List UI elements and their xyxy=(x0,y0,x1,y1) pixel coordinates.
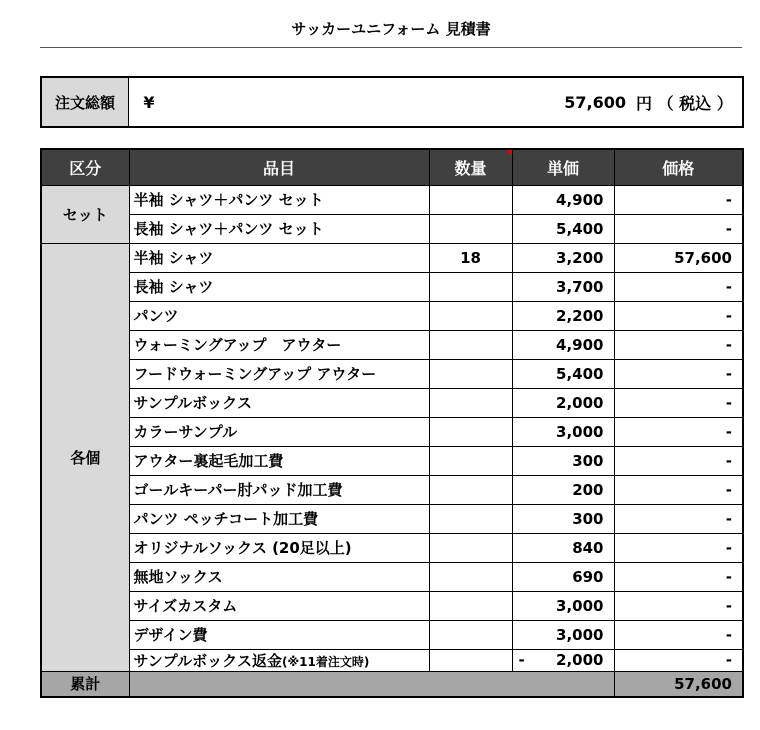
amount-cell: - xyxy=(614,214,743,243)
table-row xyxy=(41,243,743,272)
item-cell: フードウォーミングアップ アウター xyxy=(129,359,429,388)
quantity-cell[interactable] xyxy=(429,185,512,214)
quantity-cell[interactable] xyxy=(429,272,512,301)
amount-cell: - xyxy=(614,446,743,475)
amount-cell: - xyxy=(614,475,743,504)
item-cell: 無地ソックス xyxy=(129,562,429,591)
item-cell: 半袖 シャツ xyxy=(129,243,429,272)
table-row xyxy=(41,591,743,620)
table-row xyxy=(41,330,743,359)
table-row xyxy=(41,214,743,243)
unit-price-cell: 2,000 xyxy=(512,388,614,417)
header-item: 品目 xyxy=(129,149,429,185)
quantity-cell[interactable] xyxy=(429,330,512,359)
item-cell: ウォーミングアップ アウター xyxy=(129,330,429,359)
table-row xyxy=(41,620,743,649)
negative-sign: - xyxy=(518,651,525,669)
estimate-table xyxy=(40,148,744,698)
amount-cell: - xyxy=(614,359,743,388)
unit-price-cell: 3,000 xyxy=(512,591,614,620)
amount-cell: - xyxy=(614,504,743,533)
unit-price-cell: 5,400 xyxy=(512,214,614,243)
item-cell-refund xyxy=(129,649,429,671)
sum-label: 累計 xyxy=(41,671,129,697)
table-row xyxy=(41,562,743,591)
amount-cell: - xyxy=(614,185,743,214)
comment-indicator-icon xyxy=(506,150,512,156)
order-total-unit: 円 （ 税込 ） xyxy=(636,93,733,113)
document-title: サッカーユニフォーム 見積書 xyxy=(291,20,491,38)
quantity-cell[interactable] xyxy=(429,417,512,446)
quantity-cell[interactable] xyxy=(429,301,512,330)
table-row xyxy=(41,649,743,671)
unit-price-cell-refund xyxy=(512,649,614,671)
quantity-cell[interactable] xyxy=(429,620,512,649)
amount-cell: - xyxy=(614,533,743,562)
refund-item-label: サンプルボックス返金 xyxy=(133,651,283,670)
table-row xyxy=(41,272,743,301)
amount-cell: - xyxy=(614,417,743,446)
unit-price-cell: 3,000 xyxy=(512,417,614,446)
unit-price-cell: 3,200 xyxy=(512,243,614,272)
amount-cell: - xyxy=(614,330,743,359)
item-cell: サンプルボックス xyxy=(129,388,429,417)
refund-price: 2,000 xyxy=(556,651,604,669)
amount-cell: - xyxy=(614,620,743,649)
order-total-label: 注文総額 xyxy=(42,78,129,126)
unit-price-cell: 840 xyxy=(512,533,614,562)
order-total-box xyxy=(40,76,744,128)
unit-price-cell: 3,700 xyxy=(512,272,614,301)
item-cell: 長袖 シャツ xyxy=(129,272,429,301)
amount-cell: - xyxy=(614,388,743,417)
quantity-cell[interactable] xyxy=(429,649,512,671)
title-underline xyxy=(40,47,742,48)
item-cell: アウター裏起毛加工費 xyxy=(129,446,429,475)
quantity-cell[interactable] xyxy=(429,475,512,504)
table-row xyxy=(41,475,743,504)
quantity-cell[interactable] xyxy=(429,591,512,620)
item-cell: 半袖 シャツ＋パンツ セット xyxy=(129,185,429,214)
sum-row xyxy=(41,671,743,697)
quantity-cell[interactable]: 18 xyxy=(429,243,512,272)
item-cell: ゴールキーパー肘パッド加工費 xyxy=(129,475,429,504)
quantity-cell[interactable] xyxy=(429,446,512,475)
unit-price-cell: 4,900 xyxy=(512,330,614,359)
category-cell-individual: 各個 xyxy=(41,243,129,671)
item-cell: オリジナルソックス (20足以上) xyxy=(129,533,429,562)
unit-price-cell: 4,900 xyxy=(512,185,614,214)
unit-price-cell: 300 xyxy=(512,504,614,533)
table-row xyxy=(41,388,743,417)
table-row xyxy=(41,446,743,475)
header-category: 区分 xyxy=(41,149,129,185)
category-cell-set: セット xyxy=(41,185,129,243)
quantity-cell[interactable] xyxy=(429,533,512,562)
item-cell: 長袖 シャツ＋パンツ セット xyxy=(129,214,429,243)
quantity-cell[interactable] xyxy=(429,388,512,417)
amount-cell: - xyxy=(614,301,743,330)
item-cell: パンツ ペッチコート加工費 xyxy=(129,504,429,533)
table-row xyxy=(41,301,743,330)
sum-filler xyxy=(129,671,614,697)
table-header-row xyxy=(41,149,743,185)
amount-cell: 57,600 xyxy=(614,243,743,272)
order-total-amount: 57,600 xyxy=(564,92,626,112)
unit-price-cell: 2,200 xyxy=(512,301,614,330)
amount-cell: - xyxy=(614,272,743,301)
unit-price-cell: 5,400 xyxy=(512,359,614,388)
table-row xyxy=(41,417,743,446)
table-row xyxy=(41,185,743,214)
header-quantity: 数量 xyxy=(429,149,512,185)
currency-symbol: ¥ xyxy=(143,92,155,112)
quantity-cell[interactable] xyxy=(429,359,512,388)
item-cell: サイズカスタム xyxy=(129,591,429,620)
table-row xyxy=(41,359,743,388)
header-amount: 価格 xyxy=(614,149,743,185)
unit-price-cell: 200 xyxy=(512,475,614,504)
table-row xyxy=(41,533,743,562)
quantity-cell[interactable] xyxy=(429,214,512,243)
table-row xyxy=(41,504,743,533)
item-cell: カラーサンプル xyxy=(129,417,429,446)
header-unit-price: 単価 xyxy=(512,149,614,185)
amount-cell: - xyxy=(614,562,743,591)
amount-cell: - xyxy=(614,649,743,671)
unit-price-cell: 690 xyxy=(512,562,614,591)
amount-cell: - xyxy=(614,591,743,620)
quantity-cell[interactable] xyxy=(429,562,512,591)
unit-price-cell: 300 xyxy=(512,446,614,475)
sum-amount: 57,600 xyxy=(614,671,743,697)
item-cell: デザイン費 xyxy=(129,620,429,649)
unit-price-cell: 3,000 xyxy=(512,620,614,649)
quantity-cell[interactable] xyxy=(429,504,512,533)
item-cell: パンツ xyxy=(129,301,429,330)
refund-item-note: (※11着注文時) xyxy=(282,654,370,669)
